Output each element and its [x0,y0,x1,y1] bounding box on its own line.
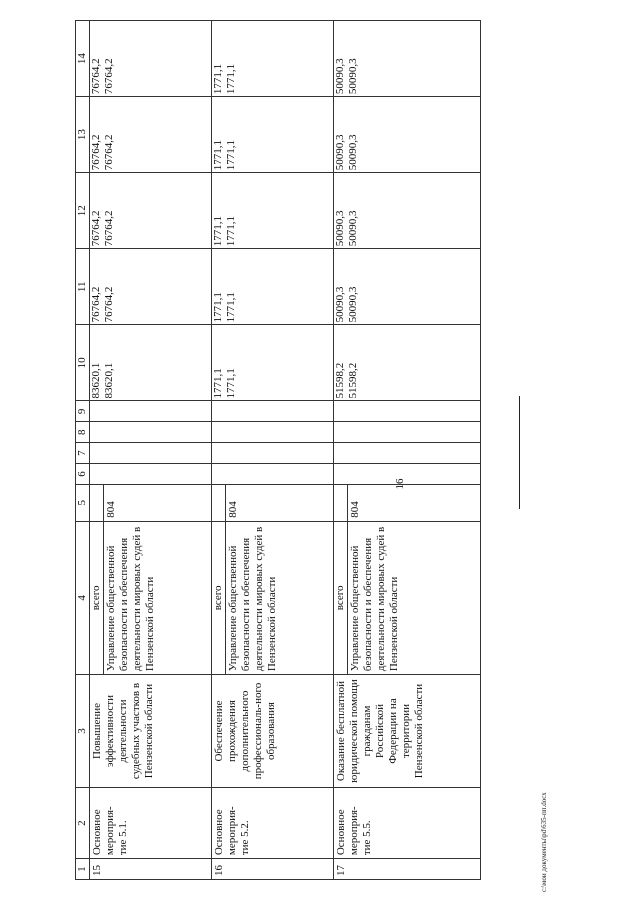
value-total: 50090,3 [333,210,346,247]
code-cell [89,484,211,521]
value-executor: 50090,3 [346,134,359,171]
executor-name: Управление общественной безопасности и обеспечения деятельности мировых судей в Пензенской области [104,526,156,672]
value-executor: 51598,2 [346,362,359,399]
value-cell [211,249,333,325]
value-total: 83620,1 [89,362,102,399]
measure-type: Основное мероприя-тие 5.5. [333,787,480,858]
footer-path: c:\мои документы\pd\635-пп.docx [540,792,548,892]
separator-line [519,396,520,509]
value-executor: 1771,1 [224,139,237,171]
header-row [76,21,90,880]
page-number: 16 [394,478,406,490]
measure-type: Основное мероприя-тие 5.2. [211,787,333,858]
executor-cell [333,521,480,674]
header-cell: 6 [76,464,90,485]
value-executor: 76764,2 [102,286,115,323]
table-row [89,21,211,880]
value-total: 1771,1 [211,63,224,95]
executor-name: Управление общественной безопасности и обеспечения деятельности мировых судей в Пензенской области [226,526,278,672]
measure-name: Повышение эффективности деятельности судебных участков в Пензенской области [89,675,211,788]
value-cell [333,249,480,325]
value-cell [89,97,211,173]
code-cell [211,484,333,521]
value-cell [211,21,333,97]
value-executor: 1771,1 [224,292,237,323]
value-total: 76764,2 [89,134,102,171]
budget-table [75,20,481,880]
row-number: 16 [211,859,333,880]
measure-name: Оказание бесплатной юридической помощи гражданам Российской Федерации на территории Пензенской области [333,675,480,788]
value-total: 51598,2 [333,362,346,399]
value-cell [211,97,333,173]
value-total: 76764,2 [89,210,102,247]
table-row [333,21,480,880]
total-label: всего [90,522,104,674]
code-cell [333,484,480,521]
budget-code: 804 [104,501,117,518]
measure-type: Основное мероприя-тие 5.1. [89,787,211,858]
value-cell [333,97,480,173]
value-cell [211,325,333,401]
header-cell: 14 [76,21,90,97]
header-cell: 5 [76,484,90,521]
value-cell [89,173,211,249]
value-cell [89,325,211,401]
header-cell: 13 [76,97,90,173]
executor-cell [89,521,211,674]
header-cell: 12 [76,173,90,249]
value-total: 76764,2 [89,286,102,323]
value-cell [211,173,333,249]
value-total: 50090,3 [333,134,346,171]
value-executor: 76764,2 [102,58,115,95]
value-executor: 76764,2 [102,134,115,171]
value-executor: 83620,1 [102,362,115,399]
value-cell [333,173,480,249]
total-label: всего [334,522,348,674]
row-number: 17 [333,859,480,880]
value-cell [333,21,480,97]
header-cell: 2 [76,787,90,858]
value-cell [89,249,211,325]
rotated-table-wrapper [75,20,613,880]
value-executor: 50090,3 [346,58,359,95]
value-total: 1771,1 [211,292,224,323]
value-executor: 76764,2 [102,210,115,247]
header-cell: 9 [76,401,90,422]
total-label: всего [212,522,226,674]
value-total: 1771,1 [211,139,224,171]
value-total: 76764,2 [89,58,102,95]
table-row [211,21,333,880]
budget-code: 804 [348,501,361,518]
budget-code: 804 [226,501,239,518]
value-total: 50090,3 [333,58,346,95]
row-number: 15 [89,859,211,880]
value-total: 50090,3 [333,286,346,323]
header-cell: 3 [76,675,90,788]
header-cell: 1 [76,859,90,880]
measure-name: Обеспечение прохождения дополнительного профессиональ-ного образования [211,675,333,788]
value-total: 1771,1 [211,216,224,247]
value-executor: 50090,3 [346,286,359,323]
header-cell: 4 [76,521,90,674]
value-cell [333,325,480,401]
value-cell [89,21,211,97]
value-executor: 1771,1 [224,216,237,247]
header-cell: 8 [76,422,90,443]
value-total: 1771,1 [211,368,224,399]
header-cell: 11 [76,249,90,325]
value-executor: 1771,1 [224,63,237,95]
value-executor: 50090,3 [346,210,359,247]
value-executor: 1771,1 [224,368,237,399]
executor-cell [211,521,333,674]
header-cell: 10 [76,325,90,401]
executor-name: Управление общественной безопасности и обеспечения деятельности мировых судей в Пензенской области [348,526,400,672]
header-cell: 7 [76,443,90,464]
